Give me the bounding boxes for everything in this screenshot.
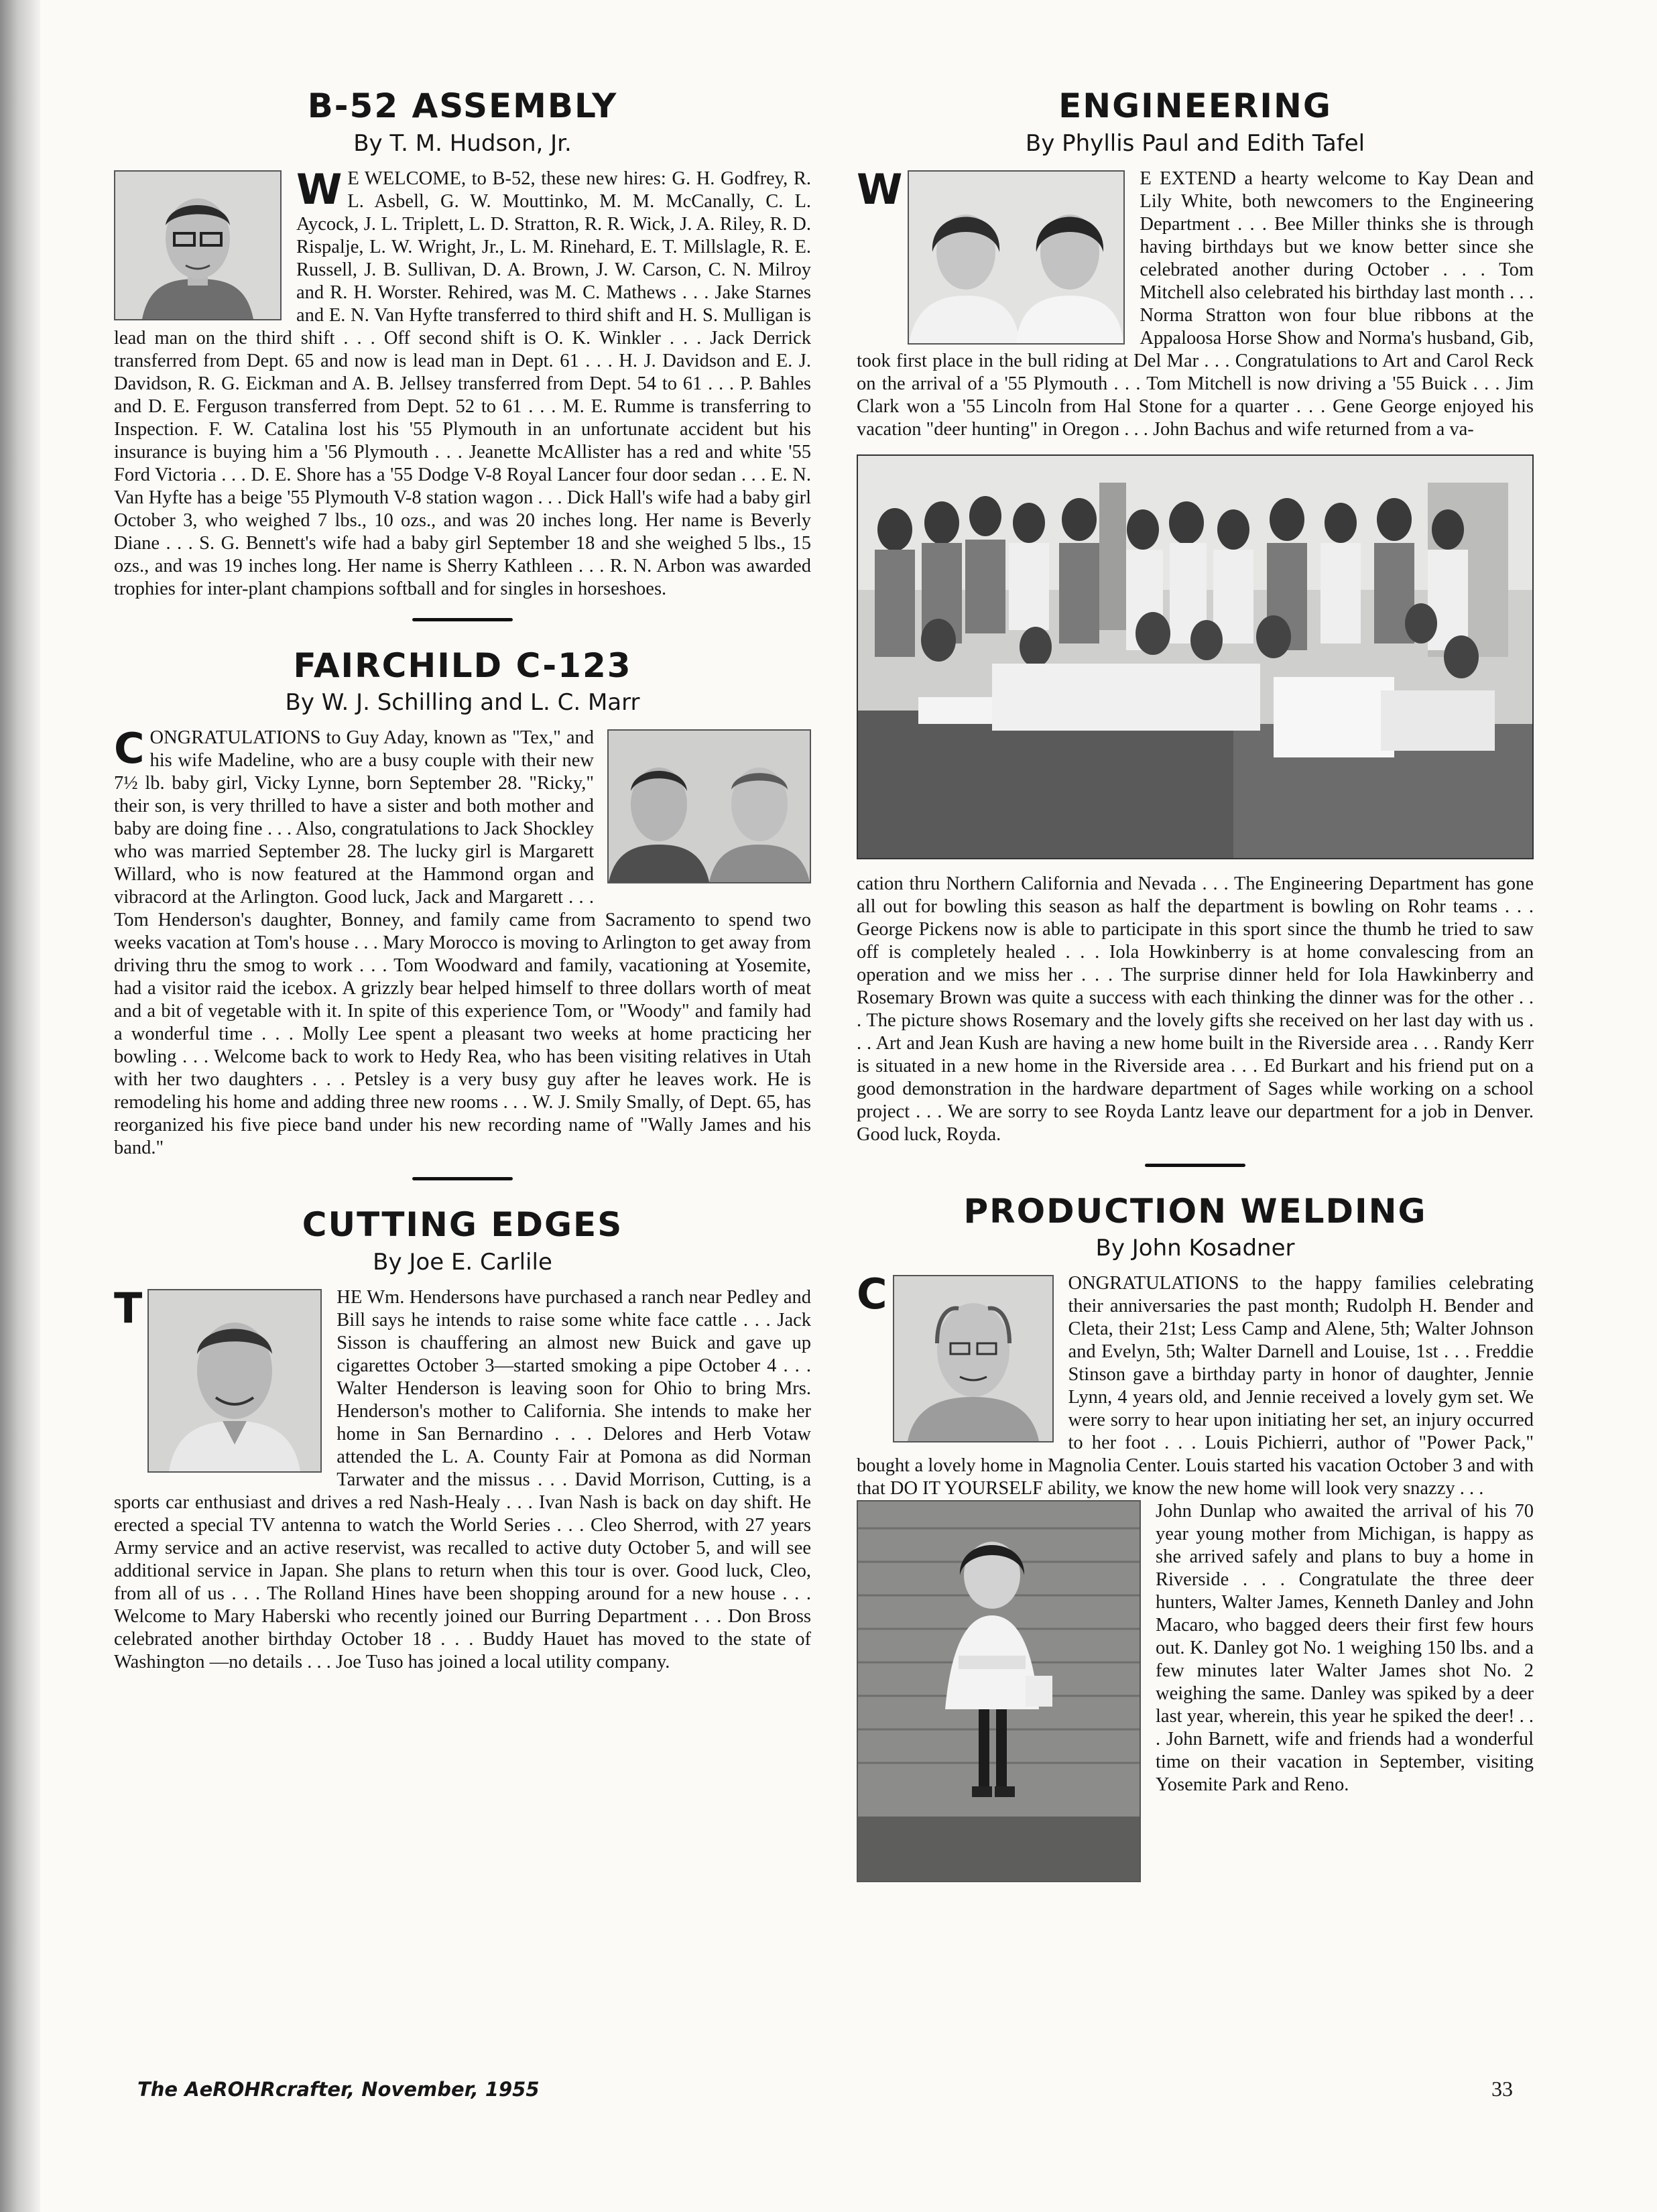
drop-cap: W: [857, 164, 903, 214]
section-divider: [412, 1177, 513, 1180]
portrait-photo-smiling-man: [147, 1289, 322, 1473]
section-title: ENGINEERING: [1058, 86, 1332, 125]
section-body-bottom: cation thru Northern California and Nevada . . . The Engineering Department has gone all out for bowling this season as half the department is bowling on Rohr teams . . . George Pickens now is able to participate in this sport since the thumb he tried to saw off is completely healed . . . Iola Howkinberry is at home convalescing from an operation and we miss her . . . The surprise dinner held for Iola Hawkinberry and Rosemary Brown was quite a success with each thinking the dinner was for the other . . . The picture shows Rosemary and the lovely gifts she received on her last day with us . . . Art and Jean Kush are having a new home built in the Riverside area . . . Randy Kerr is situated in a new home in the Riverside area . . . Ed Burkart and his friend put on a good demonstration in the hardware department of Sages while working on a school project . . . We are sorry to see Royda Lantz leave our department for a job in Denver. Good luck, Royda.: [857, 873, 1534, 1145]
portrait-photo-bald-man: [893, 1275, 1054, 1442]
section-text: E WELCOME, to B-52, these new hires: G. H. Godfrey, R. L. Asbell, G. W. Mouttinko, M. M. McCanally, C. L. Aycock, J. L. Triplett, L. D. Stratton, R. R. Wick, J. A. Riley, R. D. Rispalje, L. W. Wright, Jr., L. M. Rinehard, E. T. Millslagle, R. E. Russell, J. B. Sullivan, D. A. Brown, J. W. Carson, C. N. Milroy and R. H. Worster. Rehired, was M. C. Mathews . . . Jake Starnes and E. N. Van Hyfte transferred to third shift and H. S. Mulligan is lead man on the third shift . . . Off second shift is O. K. Winkler . . . Jack Derrick transferred from Dept. 65 and now is lead man in Dept. 61 . . . H. J. Davidson and E. J. Davidson, R. G. Eickman and A. B. Jellsey transferred from Dept. 54 to 61 . . . P. Bahles and D. E. Ferguson transferred from Dept. 52 to 61 . . . M. E. Rumme is transferring to Inspection. F. W. Catalina lost his '55 Plymouth in an unfortunate accident but his insurance is buying him a '56 Plymouth . . . Jeanette McAllister has a red and white '55 Ford Victoria . . . D. E. Shore has a '55 Dodge V-8 Royal Lancer four door sedan . . . E. N. Van Hyfte has a beige '55 Plymouth V-8 station wagon . . . Dick Hall's wife had a baby girl October 3, who weighed 7 lbs., 10 ozs., and was 20 inches long. Her name is Beverly Diane . . . S. G. Bennett's wife had a baby girl September 18 and she weighed 5 lbs., 15 ozs., and was 19 inches long. Her name is Sherry Kathleen . . . R. N. Arbon was awarded trophies for inter-plant champions softball and for singles in horseshoes.: [114, 168, 811, 599]
drop-cap: T: [114, 1283, 143, 1333]
section-text: E EXTEND a hearty welcome to Kay Dean and Lily White, both newcomers to the Engineering Department . . . Bee Miller thinks she is through having birthdays but we know better since she celebrated another during October . . . Tom Mitchell also celebrated his birthday last month . . . Norma Stratton won four blue ribbons at the Appaloosa Horse Show and Norma's husband, Gib, took first place in the bull riding at Del Mar . . . Congratulations to Art and Carol Reck on the arrival of a '55 Plymouth . . . Tom Mitchell is now driving a '55 Buick . . . Jim Clark won a '55 Lincoln from Hal Stone for a quarter . . . Gene George enjoyed his vacation "deer hunting" in Oregon . . . John Bachus and wife returned from a va-: [857, 168, 1534, 440]
section-byline: By Joe E. Carlile: [373, 1248, 552, 1276]
photo-little-girl-in-dress: [857, 1500, 1141, 1882]
section-byline: By Phyllis Paul and Edith Tafel: [1025, 129, 1365, 157]
section-body-top: [857, 1272, 1534, 1500]
page-gutter-shadow: [0, 0, 40, 2212]
drop-cap: W: [296, 164, 343, 214]
portrait-photo-two-men: [607, 729, 811, 883]
section-divider: [1145, 1164, 1245, 1167]
portrait-photo-man-glasses: [114, 170, 282, 320]
section-title: PRODUCTION WELDING: [963, 1191, 1427, 1231]
section-byline: By John Kosadner: [1095, 1235, 1295, 1262]
section-text: John Dunlap who awaited the arrival of his 70 year young mother from Michigan, is happy as she arrived safely and plans to buy a home in Riverside . . . Congratulate the three deer hunters, Walter James, Kenneth Danley and John Macaro, who bagged deers their first few hours out. K. Danley got No. 1 weighing 150 lbs. and a few minutes later Walter James shot No. 2 weighing the same. Danley was spiked by a deer last year, wherein, this year he spiked the deer! . . . John Barnett, wife and friends had a wonderful time on their vacation in September, visiting Yosemite Park and Reno.: [1156, 1501, 1534, 1795]
fairchild-c123-section: [114, 647, 811, 1160]
section-body: [114, 1283, 811, 1674]
page-number: 33: [1491, 2077, 1513, 2101]
drop-cap: C: [114, 724, 145, 773]
section-text: ONGRATULATIONS to Guy Aday, known as "Tex," and his wife Madeline, who are a busy couple with their new 7½ lb. baby girl, Vicky Lynne, born September 28. "Ricky," their son, is very thrilled to have a sister and both mother and baby are doing fine . . . Also, congratulations to Jack Shockley who was married September 28. The lucky girl is Margarett Willard, who is now featured at the Hammond organ and vibracord at the Arlington. Good luck, Jack and Margarett . . . Tom Henderson's daughter, Bonney, and family came from Sacramento to spend two weeks vacation at Tom's house . . . Mary Morocco is moving to Arlington to get away from driving thru the smog to work . . . Tom Woodward and family, vacationing at Yosemite, had a visitor raid the icebox. A grizzly bear helped himself to three dollars worth of meat and a bit of vegetable with it. In spite of this experience Tom, or "Woody" and family had a wonderful time . . . Molly Lee spent a pleasant two weeks at home practicing her bowling . . . Welcome back to work to Hedy Rea, who has been visiting relatives in Utah with her two daughters . . . Petsley is a very busy guy after he leaves work. He is remodeling his home and adding three new rooms . . . W. J. Smily Smally, of Dept. 65, has reorganized his five piece band under his new recording name of "Wally James and his band.": [114, 727, 811, 1158]
section-body: [114, 724, 811, 1160]
portrait-photo-two-women: [908, 170, 1125, 345]
section-text: HE Wm. Hendersons have purchased a ranch near Pedley and Bill says he intends to raise some white face cattle . . . Jack Sisson is chauffering an almost new Buick and gave up cigarettes October 3—started smoking a pipe October 4 . . . Walter Henderson is leaving soon for Ohio to bring Mrs. Henderson's mother to California. She intends to make her home in San Bernardino . . . Delores and Herb Votaw attended the L. A. County Fair at Pomona as did Norman Tarwater and the missus . . . David Morrison, Cutting, is a sports car enthusiast and drives a red Nash-Healy . . . Ivan Nash is back on day shift. He erected a special TV antenna to watch the World Series . . . Cleo Sherrod, with 27 years Army service and an active reservist, was recalled to active duty October 5, and will see additional service in Japan. She plans to return when this tour is over. Good luck, Cleo, from all of us . . . The Rolland Hines have been shopping around for a new house . . . Welcome to Mary Haberski who recently joined our Burring Department . . . Don Bross celebrated another birthday October 18 . . . Buddy Hauet has moved to the state of Washington —no details . . . Joe Tuso has joined a local utility company.: [114, 1286, 811, 1672]
right-column: [857, 87, 1534, 1888]
section-body-bottom: [857, 1500, 1534, 1796]
cutting-edges-section: [114, 1206, 811, 1674]
section-title: CUTTING EDGES: [302, 1205, 623, 1244]
left-column: [114, 87, 811, 1674]
section-byline: By T. M. Hudson, Jr.: [353, 129, 572, 157]
section-byline: By W. J. Schilling and L. C. Marr: [285, 689, 640, 716]
group-photo-engineering-party: [857, 454, 1534, 859]
section-title: B-52 ASSEMBLY: [307, 86, 618, 125]
publication-footer: The AeROHRcrafter, November, 1955: [137, 2078, 540, 2101]
drop-cap: C: [857, 1270, 887, 1318]
engineering-section: [857, 87, 1534, 1146]
b52-assembly-section: [114, 87, 811, 601]
production-welding-section: [857, 1192, 1534, 1888]
section-body-top: [857, 164, 1534, 441]
section-text: ONGRATULATIONS to the happy families celebrating their anniversaries the past month; Rudolph H. Bender and Cleta, their 21st; Less Camp and Alene, 5th; Walter Johnson and Evelyn, 5th; Walter Darnell and Louise, 1st . . . Freddie Stinson gave a birthday party in honor of daughter, Jennie Lynn, 4 years old, and Jennie received a lovely gym set. We were sorry to hear upon initiating her set, an injury occurred to her foot . . . Louis Pichierri, author of "Power Pack," bought a lovely home in Magnolia Center. Louis started his vacation October 3 and with that DO IT YOURSELF ability, we know the new home will look very snazzy . . .: [857, 1273, 1534, 1499]
section-title: FAIRCHILD C-123: [293, 646, 632, 685]
section-divider: [412, 618, 513, 621]
